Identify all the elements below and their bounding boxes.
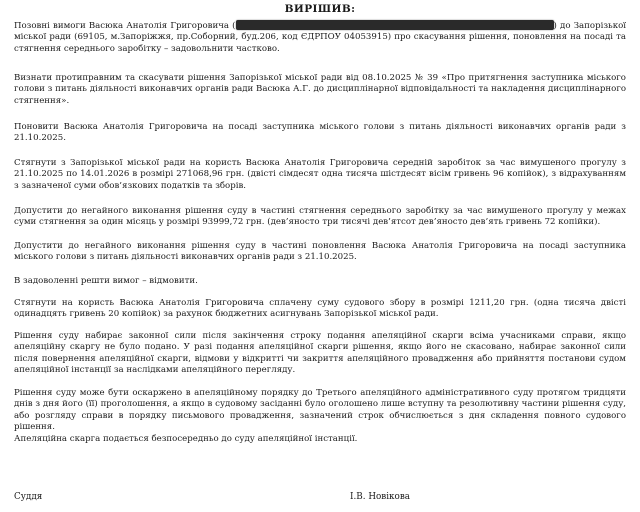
paragraph-appeal-filing: Апеляційна скарга подається безпосередньо до суду апеляційної інстанції. — [14, 434, 358, 444]
signature-role: Суддя — [14, 492, 43, 502]
paragraph-immediate-reinstate: Допустити до негайного виконання рішення суду в частині поновлення Васюка Анатолія Григоровича на посаді заступника міського голови з питань діяльності виконавчих органів ради з 21.10.2025. — [14, 241, 626, 263]
signature-name: І.В. Новікова — [350, 492, 411, 502]
paragraph-immediate-salary: Допустити до негайного виконання рішення суду в частині стягнення середнього заробітку за час вимушеного прогулу у межах суми стягнення за один місяць у розмірі 93999,72 грн. (дев’яносто три тисячі дев’ятсот дев’яносто дев’ять гривень 72 копійки). — [14, 206, 626, 228]
paragraph-reinstate: Поновити Васюка Анатолія Григоровича на посаді заступника міського голови з питань діяльності виконавчих органів ради з 21.10.2025. — [14, 122, 626, 144]
paragraph-claims — [14, 20, 626, 55]
paragraph-legal-force: Рішення суду набирає законної сили після закінчення строку подання апеляційної скарги всіма учасниками справи, якщо апеляційну скаргу не було подано. У разі подання апеляційної скарги рішення, якщо його не скасовано, набирає законної сили після повернення апеляційної скарги, відмови у відкритті чи закриття апеляційного провадження або прийняття постанови судом апеляційної інстанції за наслідками апеляційного перегляду. — [14, 331, 626, 376]
paragraph-salary-recovery: Стягнути з Запорізької міської ради на користь Васюка Анатолія Григоровича середній заробіток за час вимушеного прогулу з 21.10.2025 по 14.01.2026 в розмірі 271068,96 грн. (двісті сімдесят одна тисяча шістдесят вісім гривень 96 копійок), з відрахуванням з зазначеної суми обов’язкових податків та зборів. — [14, 158, 626, 191]
paragraph-claims-end: ) до Запорізької міської ради (69105, м.Запоріжжя, пр.Соборний, буд.206, код ЄДРПОУ 04053915) про скасування рішення, поновлення на посаді та стягнення середнього заробітку – задовольнити частково. — [14, 21, 626, 54]
paragraph-annul-decision: Визнати протиправним та скасувати рішення Запорізької міської ради від 08.10.2025 № 39 «Про притягнення заступника міського голови з питань діяльності виконавчих органів ради Васюка А.Г. до дисциплінарної відповідальності та накладення дисциплінарного стягнення». — [14, 73, 626, 106]
paragraph-appeal: Рішення суду може бути оскаржено в апеляційному порядку до Третього апеляційного адміністративного суду протягом тридцяти днів з дня його (її) проголошення, а якщо в судовому засіданні було оголошено лише вступну та резолютивну частини рішення суду, або розгляду справи в порядку письмового провадження, зазначений строк обчислюється з дня складення повного судового рішення. — [14, 388, 626, 433]
paragraph-court-fee: Стягнути на користь Васюка Анатолія Григоровича сплачену суму судового збору в розмірі 1211,20 грн. (одна тисяча двісті одинадцять гривень 20 копійок) за рахунок бюджетних асигнувань Запорізької міської ради. — [14, 298, 626, 320]
redacted-personal-data — [236, 20, 554, 30]
paragraph-claims-start: Позовні вимоги Васюка Анатолія Григоровича ( — [14, 21, 236, 31]
decision-heading: ВИРІШИВ: — [284, 3, 356, 15]
paragraph-rest-denied: В задоволенні решти вимог – відмовити. — [14, 276, 198, 286]
